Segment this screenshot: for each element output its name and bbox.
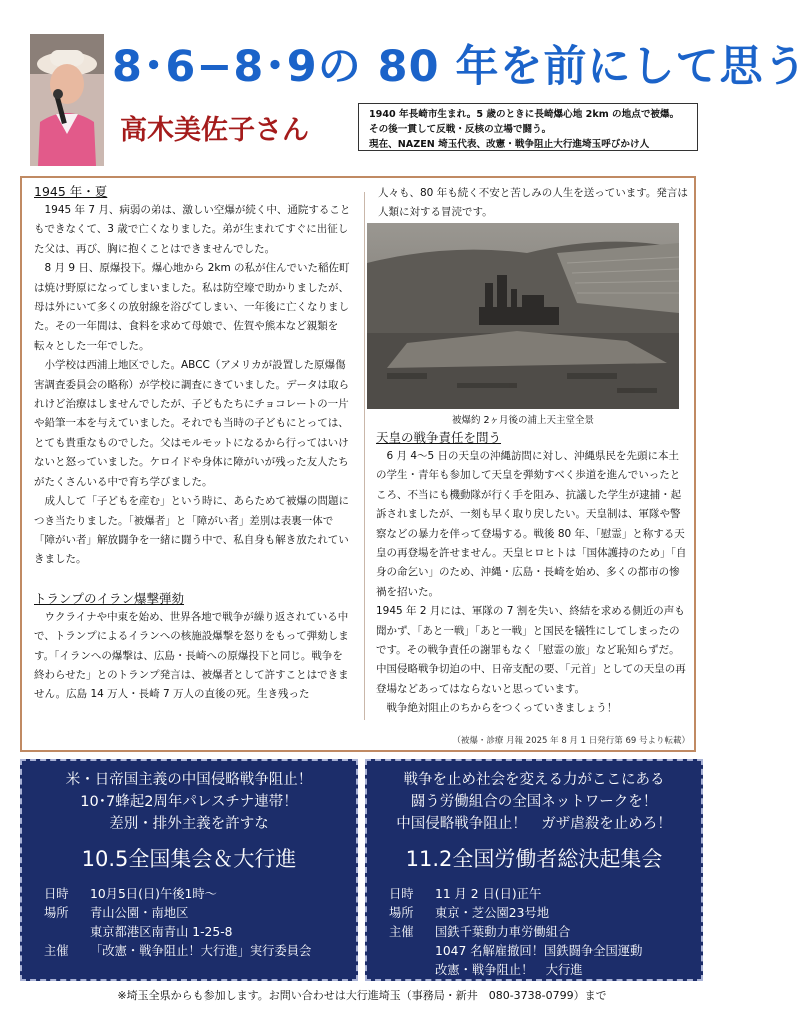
paragraph: 人々も、80 年も続く不安と苦しみの人生を送っています。発言は人類に対する冒涜です。 <box>378 187 688 219</box>
slogan: 米・日帝国主義の中国侵略戦争阻止！ <box>65 772 313 788</box>
article-left-column <box>34 182 352 705</box>
event-row: 1047 名解雇撤回！国鉄闘争全国運動 <box>435 944 643 958</box>
speaker-photo <box>30 34 104 166</box>
headline: 8･6−8･9の 80 年を前にして思う <box>112 42 808 92</box>
event-row: 日時 10月5日(日)午後1時〜 <box>44 887 217 901</box>
cathedral-photo <box>367 223 679 409</box>
section-heading: 天皇の戦争責任を問う <box>376 430 502 445</box>
slogan: 戦争を止め社会を変える力がここにある <box>403 772 665 788</box>
article-right-column-top <box>378 184 690 223</box>
slogan: 中国侵略戦争阻止！ ガザ虐殺を止めろ！ <box>396 816 672 832</box>
paragraph: 小学校は西浦上地区でした。ABCC（アメリカが設置した原爆傷害調査委員会の略称）が学校に調査にきていました。データは取られけど治療はしませんでしたが、子どもたちにチョコレートの一片や鉛筆一本を与えていました。それでも当時の子どもにとっては、とても貴重なものでした。父はモルモットになるから行ってはいけないと怒っていました。ケロイドや身体に障がいが残った友人たちがたくさんいる中で育ち学びました。 <box>34 359 349 488</box>
paragraph: 8 月 9 日、原爆投下。爆心地から 2km の私が住んでいた稲佐町は焼け野原になってしまいました。私は防空壕で助かりましたが、母は外にいて多くの放射線を浴びてしまい、一年後に亡くなりました。その一年間は、食料を求めて母娘で、佐賀や熊本など親類を転々とした一年でした。 <box>34 262 350 352</box>
paragraph: 成人して「子どもを産む」という時に、あらためて被爆の問題につき当たりました。「被爆者」と「障がい者」差別は表裏一体で「障がい者」解放闘争を一緒に闘う中で、私自身も解き放たれていきました。 <box>34 495 349 566</box>
paragraph: ウクライナや中東を始め、世界各地で戦争が繰り返されている中で、トランプによるイランへの核施設爆撃を怒りをもって弾劾します。「イランへの爆撃は、広島・長崎への原爆投下と同じ。戦争を終わらせた」とのトランプ発言は、被爆者として許すことはできません。広島 14 万人・長崎 7 万人の直後の死。生き残った <box>34 610 349 701</box>
bio-line: その後一貫して反戦・反核の立場で闘う。 <box>369 124 552 135</box>
paragraph: 1945 年 2 月には、軍隊の 7 割を失い、終結を求める側近の声も聞かず、「あと一戦」「あと一戦」と国民を犠牲にしてしまったのです。その戦争責任の謝罪もなく「慰霊の旅」など恥知らずだ。中国侵略戦争切迫の中、日帝支配の要、「元首」としての天皇の再登場などあってはならないと思っています。 <box>376 605 686 695</box>
column-divider <box>364 192 365 720</box>
speaker-bio <box>358 103 698 151</box>
event-row: 主催 国鉄千葉動力車労働組合 <box>389 925 571 939</box>
article-right-column-bottom <box>376 428 688 719</box>
event-row: 東京都港区南青山 1-25-8 <box>90 925 233 939</box>
event-row: 場所 東京・芝公園23号地 <box>389 906 550 920</box>
event-title: 11.2全国労働者総決起集会 <box>405 847 663 871</box>
photo-caption: 被爆約 2ヶ月後の浦上天主堂全景 <box>451 415 595 426</box>
slogan: 差別・排外主義を許すな <box>109 816 269 832</box>
bio-line: 現在、NAZEN 埼玉代表、改憲・戦争阻止大行進埼玉呼びかけ人 <box>369 139 650 150</box>
footer-note: ※埼玉全県からも参加します。お問い合わせは大行進埼玉（事務局・新井 080-3738-0799）まで <box>117 989 607 1002</box>
section-heading: 1945 年・夏 <box>34 184 108 199</box>
event-title: 10.5全国集会＆大行進 <box>81 847 297 871</box>
paragraph: 1945 年 7 月、病弱の弟は、激しい空爆が続く中、通院することもできなくて、3 歳で亡くなりました。弟が生まれてすぐに出征した父は、再び、胸に抱くことはできませんでした。 <box>34 204 351 255</box>
event-row: 場所 青山公園・南地区 <box>44 906 189 920</box>
event-row: 改憲・戦争阻止！ 大行進 <box>435 963 583 977</box>
section-heading: トランプのイラン爆撃弾劾 <box>34 590 185 606</box>
event-panel-nov2 <box>365 759 703 981</box>
event-panel-oct5 <box>20 759 358 981</box>
paragraph: 戦争絶対阻止のちからをつくっていきましょう！ <box>386 702 618 715</box>
slogan: 10･7蜂起2周年パレスチナ連帯！ <box>80 794 298 810</box>
bio-line: 1940 年長崎市生まれ。5 歳のときに長崎爆心地 2km の地点で被爆。 <box>369 109 680 120</box>
event-row: 主催 「改憲・戦争阻止！大行進」実行委員会 <box>44 944 312 958</box>
slogan: 闘う労働組合の全国ネットワークを！ <box>410 794 658 810</box>
source-credit: （被爆・診療 月報 2025 年 8 月 1 日発行第 69 号より転載） <box>452 736 690 746</box>
speaker-name: 高木美佐子さん <box>120 115 309 146</box>
paragraph: 6 月 4〜5 日の天皇の沖縄訪問に対し、沖縄県民を先頭に本土の学生・青年も参加して天皇を弾劾すべく歩道を進んでいったところ、不当にも機動隊が行く手を阻み、抗議した学生が逮捕・起訴されましたが、一刻も早く取り戻したい。天皇制は、軍隊や警察などの暴力を伴って登場する。戦後 80 年、「慰霊」と称する天皇の再登場を許せません。天皇ヒロヒトは「国体護持のため」「自身の命乞い」のため、沖縄・広島・長崎を始め、多くの都市の惨禍を招いた。 <box>376 450 687 598</box>
event-row: 日時 11 月 2 日(日)正午 <box>389 887 542 901</box>
